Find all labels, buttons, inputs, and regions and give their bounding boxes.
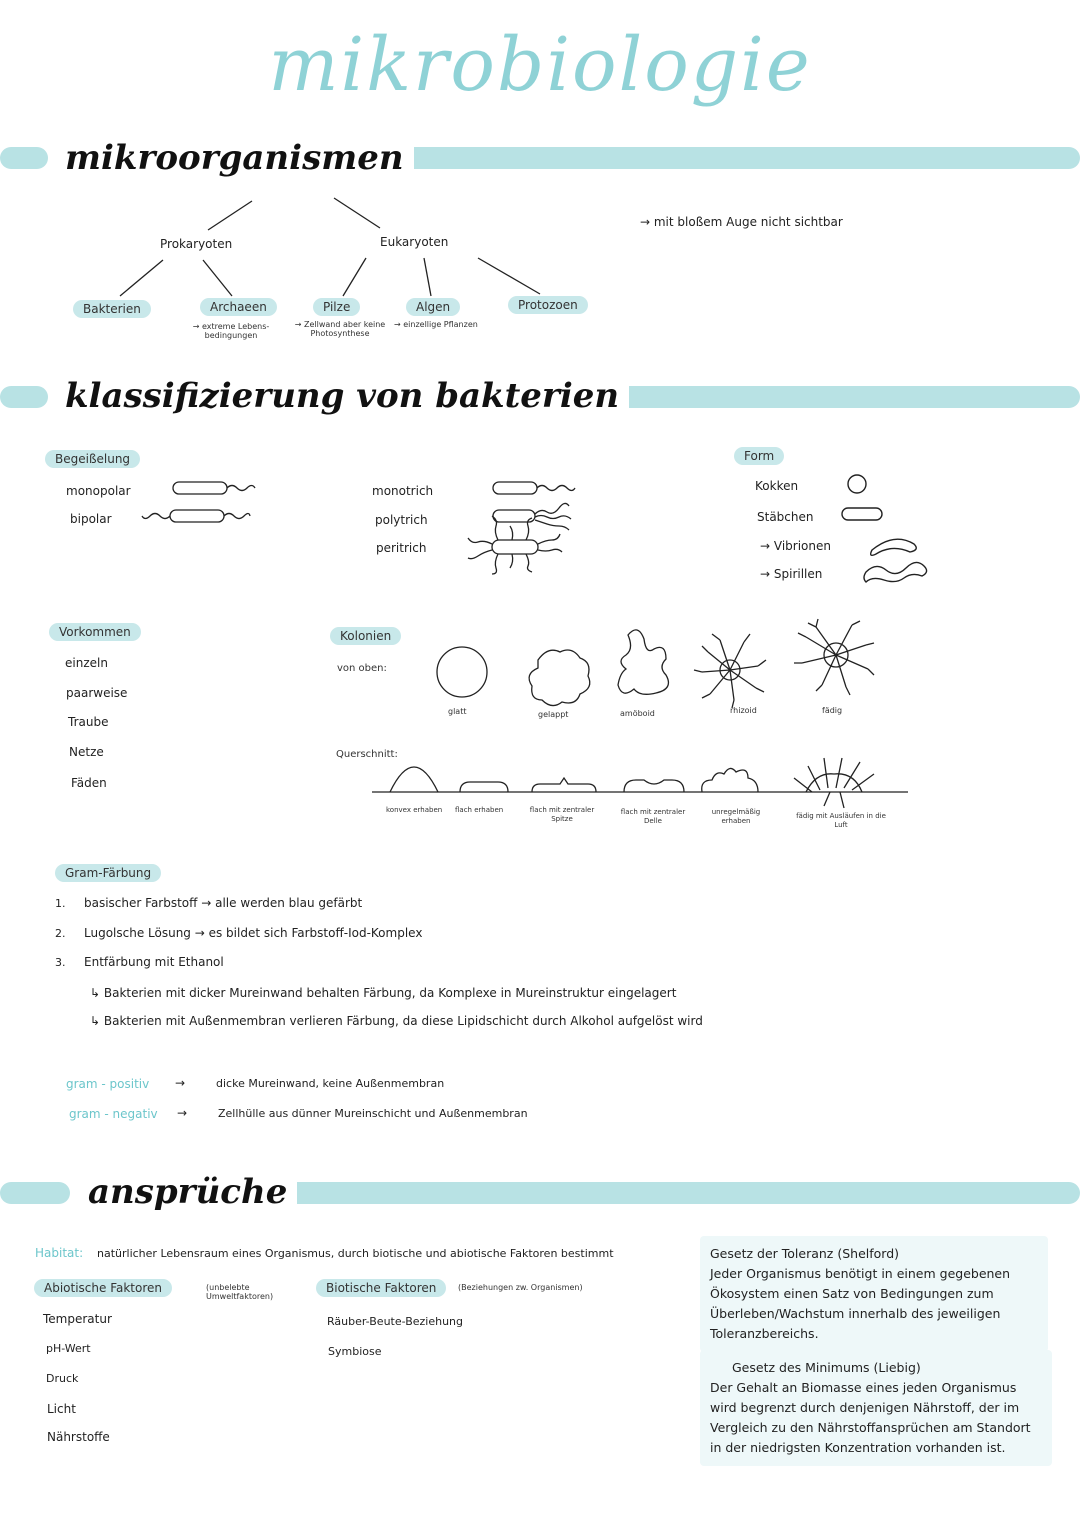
querschnitt-label: flach erhaben: [455, 806, 504, 814]
note-algen: → einzellige Pflanzen: [394, 320, 478, 329]
section-band: [258, 1182, 1080, 1204]
note-pilze: → Zellwand aber keine Photosynthese: [294, 320, 386, 338]
gram-step: Entfärbung mit Ethanol: [84, 955, 224, 969]
gram-positiv-label: gram - positiv: [66, 1077, 150, 1091]
label-biotisch: Biotische Faktoren: [316, 1279, 446, 1297]
label-gram: Gram-Färbung: [55, 864, 161, 882]
label-querschnitt: Querschnitt:: [336, 749, 398, 760]
vorkommen-item: paarweise: [66, 686, 128, 700]
kolonie-label: rhizoid: [730, 706, 757, 715]
item-bipolar: bipolar: [70, 512, 112, 526]
arrow: →: [175, 1076, 186, 1090]
vorkommen-item: einzeln: [65, 656, 108, 670]
section-heading-klassifizierung: klassifizierung von bakterien: [55, 376, 629, 416]
vorkommen-item: Traube: [68, 715, 109, 729]
item-monopolar: monopolar: [66, 484, 131, 498]
querschnitt-label: flach mit zentraler Spitze: [529, 806, 595, 823]
habitat-text: natürlicher Lebensraum eines Organismus, durch biotische und abiotische Faktoren bestimmt: [97, 1247, 614, 1260]
gram-step: basischer Farbstoff → alle werden blau gefärbt: [84, 896, 363, 910]
biotisch-note: (Beziehungen zw. Organismen): [458, 1283, 583, 1292]
label-vorkommen: Vorkommen: [49, 623, 141, 641]
gesetz-toleranz-box: [700, 1236, 1048, 1352]
node-prokaryoten: Prokaryoten: [160, 237, 233, 251]
gram-substep: ↳ Bakterien mit dicker Mureinwand behalten Färbung, da Komplexe in Mureinstruktur eingelagert: [90, 986, 677, 1000]
arrow: →: [177, 1106, 188, 1120]
leaf-archaeen: Archaeen: [200, 298, 277, 316]
gram-substep: ↳ Bakterien mit Außenmembran verlieren Färbung, da diese Lipidschicht durch Alkohol aufgelöst wird: [90, 1014, 703, 1028]
leaf-bakterien: Bakterien: [73, 300, 151, 318]
abiotisch-item: Druck: [46, 1372, 79, 1385]
label-begeisselung: Begeißelung: [45, 450, 140, 468]
kolonie-label: fädig: [822, 706, 843, 715]
gram-negativ-label: gram - negativ: [69, 1107, 158, 1121]
note-archaeen: → extreme Lebens- bedingungen: [192, 322, 270, 340]
abiotisch-item: pH-Wert: [46, 1342, 91, 1355]
kolonie-label: glatt: [448, 707, 467, 716]
vorkommen-item: Netze: [69, 745, 104, 759]
leaf-algen: Algen: [406, 298, 460, 316]
kolonie-label: gelappt: [538, 710, 569, 719]
gesetz-minimum-box: [700, 1350, 1052, 1466]
note-sichtbar: → mit bloßem Auge nicht sichtbar: [640, 215, 843, 229]
label-von-oben: von oben:: [337, 663, 387, 674]
vorkommen-item: Fäden: [71, 776, 107, 790]
querschnitt-label: konvex erhaben: [386, 806, 443, 814]
label-abiotisch: Abiotische Faktoren: [34, 1279, 172, 1297]
gram-step-num: 2.: [55, 927, 66, 940]
item-vibrionen: → Vibrionen: [760, 539, 831, 553]
toleranz-title: Gesetz der Toleranz (Shelford): [710, 1246, 900, 1261]
abiotisch-item: Temperatur: [43, 1312, 112, 1326]
node-eukaryoten: Eukaryoten: [380, 235, 449, 249]
biotisch-item: Symbiose: [328, 1345, 382, 1358]
section-heading-mikroorganismen: mikroorganismen: [55, 138, 414, 178]
label-form: Form: [734, 447, 784, 465]
item-staebchen: Stäbchen: [757, 510, 814, 524]
leaf-protozoen: Protozoen: [508, 296, 588, 314]
item-polytrich: polytrich: [375, 513, 428, 527]
section-heading-ansprueche: ansprüche: [78, 1172, 297, 1212]
item-monotrich: monotrich: [372, 484, 434, 498]
leaf-pilze: Pilze: [313, 298, 360, 316]
item-peritrich: peritrich: [376, 541, 427, 555]
item-spirillen: → Spirillen: [760, 567, 823, 581]
gram-step-num: 1.: [55, 897, 66, 910]
gram-step-num: 3.: [55, 956, 66, 969]
page-title: mikrobiologie: [268, 22, 812, 108]
abiotisch-note: (unbelebte Umweltfaktoren): [206, 1283, 274, 1301]
habitat-label: Habitat:: [35, 1246, 84, 1260]
minimum-title: Gesetz des Minimums (Liebig): [732, 1360, 921, 1375]
section-band: [0, 1182, 70, 1204]
abiotisch-item: Nährstoffe: [47, 1430, 110, 1444]
abiotisch-item: Licht: [47, 1402, 76, 1416]
gram-positiv-text: dicke Mureinwand, keine Außenmembran: [216, 1077, 445, 1090]
querschnitt-label: unregelmäßig erhaben: [711, 808, 761, 825]
kolonie-label: amöboid: [620, 709, 655, 718]
minimum-text: Der Gehalt an Biomasse eines jeden Organismus wird begrenzt durch denjenigen Nährstoff, der im Vergleich zu den Nährstoffansprüchen am Standort in der niedrigsten Konzentration vorhanden ist.: [710, 1380, 1031, 1455]
querschnitt-label: fädig mit Ausläufen in die Luft: [796, 812, 886, 829]
querschnitt-label: flach mit zentraler Delle: [620, 808, 686, 825]
gram-negativ-text: Zellhülle aus dünner Mureinschicht und Außenmembran: [218, 1107, 528, 1120]
gram-step: Lugolsche Lösung → es bildet sich Farbstoff-Iod-Komplex: [84, 926, 423, 940]
label-kolonien: Kolonien: [330, 627, 401, 645]
biotisch-item: Räuber-Beute-Beziehung: [327, 1315, 464, 1328]
item-kokken: Kokken: [755, 479, 799, 493]
toleranz-text: Jeder Organismus benötigt in einem gegebenen Ökosystem einen Satz von Bedingungen zum Überleben/Wachstum innerhalb des jeweiligen Toleranzbereichs.: [710, 1266, 1011, 1341]
